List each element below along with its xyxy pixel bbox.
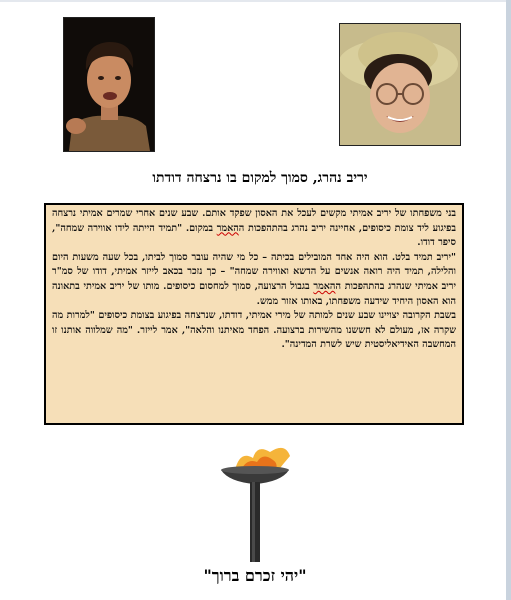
article-paragraph-3: בשבת הקרובה יצויינו שבע שנים למותה של מירי אמיתי, דודתו, שנרצחה בפיגוע בצומת כיסופים "למרות מה שקרה אז, מעולם לא חששנו מהשירות ברצועה. הפחד מאיתנו והלאה", אמר לייזר. "מה שמלווה אותנו זו המחשבה האידיאליסטית שיש לשרת המדינה". <box>52 310 456 351</box>
portrait-photo-miri <box>339 23 461 146</box>
paragraph-2-text-a: "יריב תמיד בלט. הוא היה אחד המובילים בכיתה – כל מי שהיה עובר סמוך לביתו, בכל שעה משעות היום והלילה, תמיד היה רואה אנשים על הדשא ואווירה שמחה" – כך נזכר בכאב לייזר אמיתי, דודו של סמ"ר יריב אמיתי שנהרג בהתהפכות ה <box>52 251 456 292</box>
memorial-torch-icon <box>215 440 295 565</box>
spellcheck-word: האמר <box>216 222 239 234</box>
spellcheck-word: האמר <box>313 280 336 292</box>
window-frame-top <box>0 0 511 2</box>
article-paragraph-2 <box>52 251 456 309</box>
portrait-yariv-image <box>64 18 154 151</box>
paragraph-1-text-a: בני משפחתו של יריב אמיתי מקשים לעכל את האסון שפקד אותם. שבע שנים אחרי שמרים אמיתי נרצחה בפיגוע ליד צומת כיסופים, אחיינה יריב נהרג בהתהפכות ה <box>52 208 456 234</box>
article-paragraph-1 <box>52 207 456 251</box>
paragraph-2-text-b: בגבול הרצועה, סמוך למחסום כיסופים. מותו של יריב אמיתי בתאונה הוא האסון היחיד שידעה משפחתו, באותו אזור ממש. <box>52 280 456 307</box>
article-body-box <box>44 203 464 425</box>
window-frame-right <box>506 0 511 600</box>
portrait-photo-yariv <box>63 17 155 152</box>
article-headline: יריב נהרג, סמוך למקום בו נרצחה דודתו <box>152 170 368 186</box>
portrait-miri-image <box>340 24 460 145</box>
memorial-footer: "יהי זכרם ברוך" <box>203 566 307 585</box>
paragraph-1-text-b: במקום. "תמיד הייתה לידו אווירה שמחה", סיפר דודו. <box>52 222 456 249</box>
